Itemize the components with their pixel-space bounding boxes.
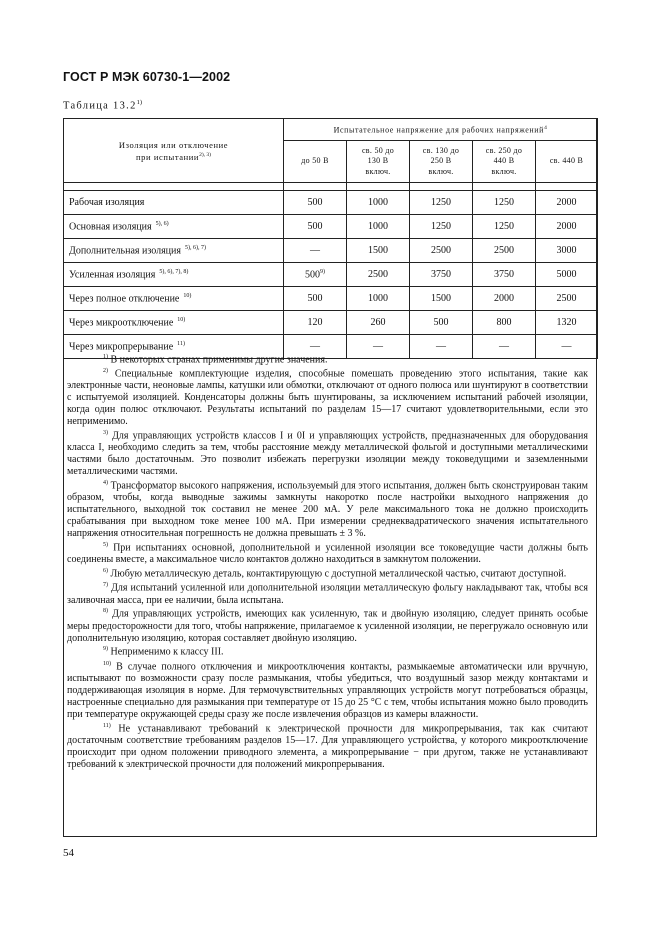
footnote-text: Специальные комплектующие изделия, способные помешать проведению этого испытания, такие как электронные части, неоновые лампы, катушки или обмотки, отключают от одного полюса или шунтируют в соответствии с испытуемой изоляцией. Конденсаторы должны быть шунтированы, за исключением испытаний рабочей изоляции, когда один полюс отключают. Результаты испытаний по разделам 15—17 считают удовлетворительными, если это неприменимо. [67,368,588,428]
voltage-value: 500 [433,317,449,328]
footnote-ref: 9) [103,646,108,653]
insulation-header-line2: при испытании [135,151,200,162]
voltage-value-cell [536,215,598,239]
footnote-text: Для испытаний усиленной или дополнительной изоляции металлическую фольгу накладывают так, чтобы вся заливочная масса, при ее наличии, была испытана. [67,582,588,606]
voltage-value-cell [473,239,536,263]
voltage-value-ref: 9) [320,268,325,275]
footnote [67,540,588,566]
voltage-value: 1000 [368,293,388,304]
voltage-value-cell [410,191,473,215]
voltage-value: — [373,341,383,352]
voltage-value-cell [284,311,347,335]
footnote-ref: 4) [103,480,108,487]
voltage-value-cell [473,311,536,335]
voltage-value-cell [410,311,473,335]
insulation-column-header [64,119,284,183]
voltage-value-cell [347,239,410,263]
table-row [64,263,598,287]
voltage-value: 500 [307,293,323,304]
voltage-value: 1000 [368,197,388,208]
voltage-value: — [436,341,446,352]
row-label-refs: 10) [177,316,186,323]
row-label-refs: 10) [183,292,192,299]
table-title [63,99,142,112]
footnote [67,606,588,644]
voltage-value-cell [536,239,598,263]
table-spacer-row [64,183,598,191]
voltage-value-cell [473,287,536,311]
voltage-range-header-line: св. 50 до [361,145,395,155]
voltage-range-header-line: 130 В [367,156,389,166]
voltage-value: 2500 [368,269,388,280]
footnote-ref: 8) [103,608,108,615]
row-label-cell [64,239,284,263]
voltage-value: 1250 [431,221,451,232]
footnote-ref: 2) [103,368,108,375]
voltage-value: 2500 [431,245,451,256]
voltage-table [63,118,598,359]
voltage-value: 2000 [556,221,577,232]
voltage-value: 260 [370,317,386,328]
row-label: Через полное отключение [69,293,180,305]
footnote-ref: 3) [103,430,108,437]
voltage-value: 3750 [431,269,451,280]
voltage-value-cell [410,215,473,239]
voltage-value: 2500 [494,245,514,256]
voltage-value-cell [347,215,410,239]
voltage-value-cell [473,215,536,239]
voltage-value: 500 [307,221,323,232]
voltage-range-header [347,141,410,183]
footnote-ref: 6) [103,568,108,575]
voltage-value: 2500 [556,293,577,304]
row-label-refs: 11) [177,340,185,347]
footnote-ref: 7) [103,582,108,589]
footnote-text: Для управляющих устройств, имеющих как усиленную, так и двойную изоляцию, следует принять особые меры предосторожности для того, чтобы напряжение, прилагаемое к усиленной изоляции, не перегружало основную или дополнительную изоляцию, которая составляет двойную изоляцию. [67,608,588,644]
voltage-value-cell [410,239,473,263]
voltage-range-header [473,141,536,183]
voltage-value-cell [473,191,536,215]
row-label-cell [64,311,284,335]
footnote [67,366,588,428]
voltage-value: 5000 [556,269,577,280]
footnote [67,721,588,771]
voltage-value-cell [347,191,410,215]
voltage-value-cell [410,287,473,311]
voltage-range-header-line: св. 130 до [422,145,460,155]
row-label: Через микропрерывание [69,341,174,353]
voltage-value: 2000 [494,293,514,304]
footnote-ref: 11) [103,722,111,729]
conditions-header-text: Испытательное напряжение для рабочих напряжений [333,125,545,135]
footnote [67,428,588,478]
voltage-value-cell [284,263,347,287]
footnote-ref: 1) [103,354,108,360]
row-label: Усиленная изоляция [69,269,156,281]
table-row [64,311,598,335]
footnote-text: Трансформатор высокого напряжения, используемый для этого испытания, должен быть сконструирован таким образом, чтобы, когда выводные зажимы замкнуты накоротко после настройки выходного напряжения до испытательного, выходной ток составил не менее 200 мА. У реле максимального тока не должно происходить срабатывания при выходном токе менее 100 мА. При измерении среднеквадратического значения испытательного напряжения относительная погрешность не должна превышать ± 3 %. [67,480,588,539]
footnotes [67,352,588,771]
footnote-text: При испытаниях основной, дополнительной и усиленной изоляции все токоведущие части должны быть соединены вместе, а максимальное число контактов должно находиться в замкнутом положении. [67,542,588,566]
voltage-value: 1250 [431,197,451,208]
voltage-range-header-line: св. 440 В [549,156,584,166]
voltage-range-header-line: 250 В [430,156,452,166]
footnote-text: Не устанавливают требований к электрической прочности для микропрерывания, так как считают достаточным соответствие требованиям разделов 15—17. Для управляющего устройства, у которого микроотключение происходит при одном положении приводного элемента, а микропрерывание − при другом, также не устанавливают требований к электрической прочности для положений микропрерывания. [67,722,588,770]
voltage-value: 1000 [368,221,388,232]
row-label-cell [64,263,284,287]
voltage-value-cell [284,191,347,215]
voltage-range-header [536,141,598,183]
voltage-value-cell [536,191,598,215]
voltage-value-cell [284,239,347,263]
row-label-cell [64,287,284,311]
footnote [67,566,588,580]
footnote-text: В случае полного отключения и микроотключения контакты, размыкаемые автоматически или вручную, испытывают по возможности сразу после размыкания, чтобы убедиться, что воздушный зазор между контактами и поддерживающая изоляция в норме. Для термочувствительных управляющих устройств могут потребоваться образцы, настроенные специально для размыкания при температуре от 15 до 25 °C с тем, чтобы испытания можно было проводить при температуре окружающей среды сразу же после извлечения образцов из камеры влажности. [67,661,588,720]
voltage-value: — [310,341,320,352]
row-label-refs: 5), 6), 7) [185,244,206,251]
footnote-text: Неприменимо к классу III. [108,646,224,658]
voltage-value: 1320 [556,317,577,328]
voltage-range-header [284,141,347,183]
voltage-value-cell [410,263,473,287]
row-label: Дополнительная изоляция [69,245,181,257]
conditions-header [284,119,598,141]
voltage-value-cell [536,287,598,311]
footnote [67,352,588,366]
voltage-value: 1250 [494,197,514,208]
voltage-value-cell [347,311,410,335]
voltage-value: 2000 [556,197,577,208]
table-title-label: Таблица 13.2 [63,100,137,112]
voltage-value: 500 [307,197,323,208]
voltage-range-header-line: включ. [491,166,517,176]
voltage-value-cell [347,263,410,287]
voltage-range-header-line: 440 В [493,156,515,166]
voltage-value-cell [284,215,347,239]
voltage-value: 1500 [431,293,451,304]
voltage-value: 3750 [494,269,514,280]
row-label: Рабочая изоляция [69,197,145,208]
table-row [64,191,598,215]
page-number: 54 [63,847,74,859]
table-row [64,215,598,239]
voltage-value: 1500 [368,245,388,256]
voltage-value-cell [536,311,598,335]
voltage-value: — [310,245,320,256]
insulation-header-line1: Изоляция или отключение [118,139,229,150]
table-row [64,239,598,263]
voltage-range-header-line: включ. [428,166,454,176]
footnote-text: В некоторых странах применимы другие значения. [108,354,328,366]
voltage-value: 800 [496,317,512,328]
voltage-value: — [561,341,572,352]
table-title-ref: 1) [136,99,143,106]
row-label-refs: 5), 6) [155,220,169,227]
insulation-header-refs: 2), 3) [199,151,211,158]
row-label-cell [64,215,284,239]
table-row [64,287,598,311]
row-label: Основная изоляция [69,221,152,233]
voltage-value-cell [536,263,598,287]
voltage-value: — [499,341,509,352]
table-header-row [64,119,598,141]
footnote-ref: 10) [103,660,111,667]
voltage-value: 120 [307,317,323,328]
footnote [67,659,588,721]
table-body [64,191,598,359]
voltage-value: 3000 [556,245,577,256]
row-label-refs: 5), 6), 7), 8) [159,268,189,275]
footnote-text: Любую металлическую деталь, контактирующую с доступной металлической частью, считают доступной. [108,568,567,580]
footnote [67,644,588,658]
footnote [67,478,588,540]
voltage-value-cell [473,263,536,287]
row-label: Через микроотключение [69,317,174,329]
document-header: ГОСТ Р МЭК 60730-1—2002 [63,70,231,84]
voltage-value-cell [347,287,410,311]
footnote [67,580,588,606]
voltage-range-header-line: св. 250 до [485,145,523,155]
voltage-value: 500 [305,269,320,281]
footnote-text: Для управляющих устройств классов I и 0I и управляющих устройств, предназначенных для оборудования класса I, необходимо следить за тем, чтобы расстояние между металлической фольгой и доступными металлическими частями было достаточным. Это позволит избежать перегрузки изоляции между токоведущими и заземленными металлическими частями. [67,430,588,478]
footnote-ref: 5) [103,541,108,548]
voltage-range-header [410,141,473,183]
row-label-cell [64,191,284,215]
voltage-value: 1250 [494,221,514,232]
voltage-range-header-line: включ. [365,166,391,176]
conditions-header-ref: 4 [544,124,548,131]
voltage-value-cell [284,287,347,311]
voltage-range-header-line: до 50 В [301,156,329,166]
